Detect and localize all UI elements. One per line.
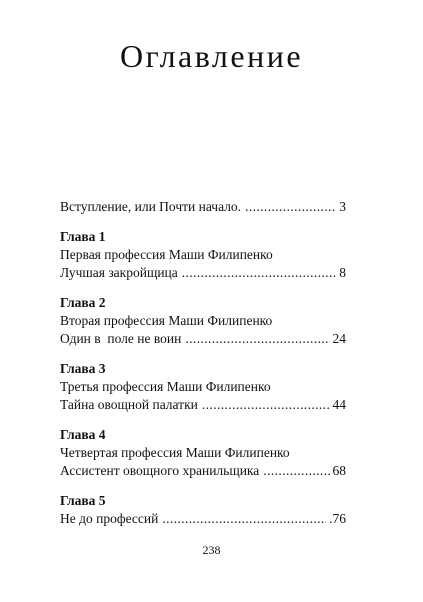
toc-dot-leader <box>182 264 336 282</box>
chapter-label: Глава 4 <box>60 427 106 442</box>
toc-entry-page: 8 <box>339 265 346 280</box>
chapter-label: Глава 1 <box>60 229 106 244</box>
toc-entry-title: Ассистент овощного хранильщика <box>60 463 260 478</box>
toc-entry-page: 24 <box>332 331 346 346</box>
toc-entry-chapter-1[interactable] <box>60 264 346 282</box>
chapter-label: Глава 3 <box>60 361 106 376</box>
toc-entry-title: Не до профессий <box>60 511 159 526</box>
toc-chapter-1 <box>60 228 346 282</box>
toc-entry-chapter-5[interactable] <box>60 510 346 528</box>
chapter-subtitle: Четвертая профессия Маши Филипенко <box>60 445 290 460</box>
toc-dot-leader <box>162 510 326 528</box>
table-of-contents <box>60 198 346 528</box>
toc-entry-title: Лучшая закройщица <box>60 265 178 280</box>
chapter-subtitle: Первая профессия Маши Филипенко <box>60 247 273 262</box>
toc-entry-chapter-4[interactable] <box>60 462 346 480</box>
toc-dot-leader <box>185 330 329 348</box>
toc-entry-intro[interactable] <box>60 198 346 216</box>
chapter-label: Глава 2 <box>60 295 106 310</box>
chapter-subtitle: Третья профессия Маши Филипенко <box>60 379 271 394</box>
toc-dot-leader <box>263 462 329 480</box>
toc-dot-leader <box>202 396 330 414</box>
toc-entry-page: 44 <box>332 397 346 412</box>
chapter-subtitle: Вторая профессия Маши Филипенко <box>60 313 273 328</box>
toc-intro-group <box>60 198 346 216</box>
toc-chapter-5 <box>60 492 346 528</box>
toc-dot-leader <box>245 198 336 216</box>
toc-entry-chapter-3[interactable] <box>60 396 346 414</box>
toc-chapter-4 <box>60 426 346 480</box>
toc-entry-title: Вступление, или Почти начало. <box>60 199 242 214</box>
toc-entry-page: 68 <box>332 463 346 478</box>
chapter-label: Глава 5 <box>60 493 106 508</box>
page-title: Оглавление <box>119 38 304 74</box>
toc-entry-chapter-2[interactable] <box>60 330 346 348</box>
toc-entry-title: Тайна овощной палатки <box>60 397 198 412</box>
page-number: 238 <box>202 543 221 557</box>
toc-entry-page: .76 <box>329 511 346 526</box>
toc-chapter-3 <box>60 360 346 414</box>
toc-chapter-2 <box>60 294 346 348</box>
toc-entry-page: 3 <box>339 199 346 214</box>
toc-entry-title: Один в поле не воин <box>60 331 182 346</box>
